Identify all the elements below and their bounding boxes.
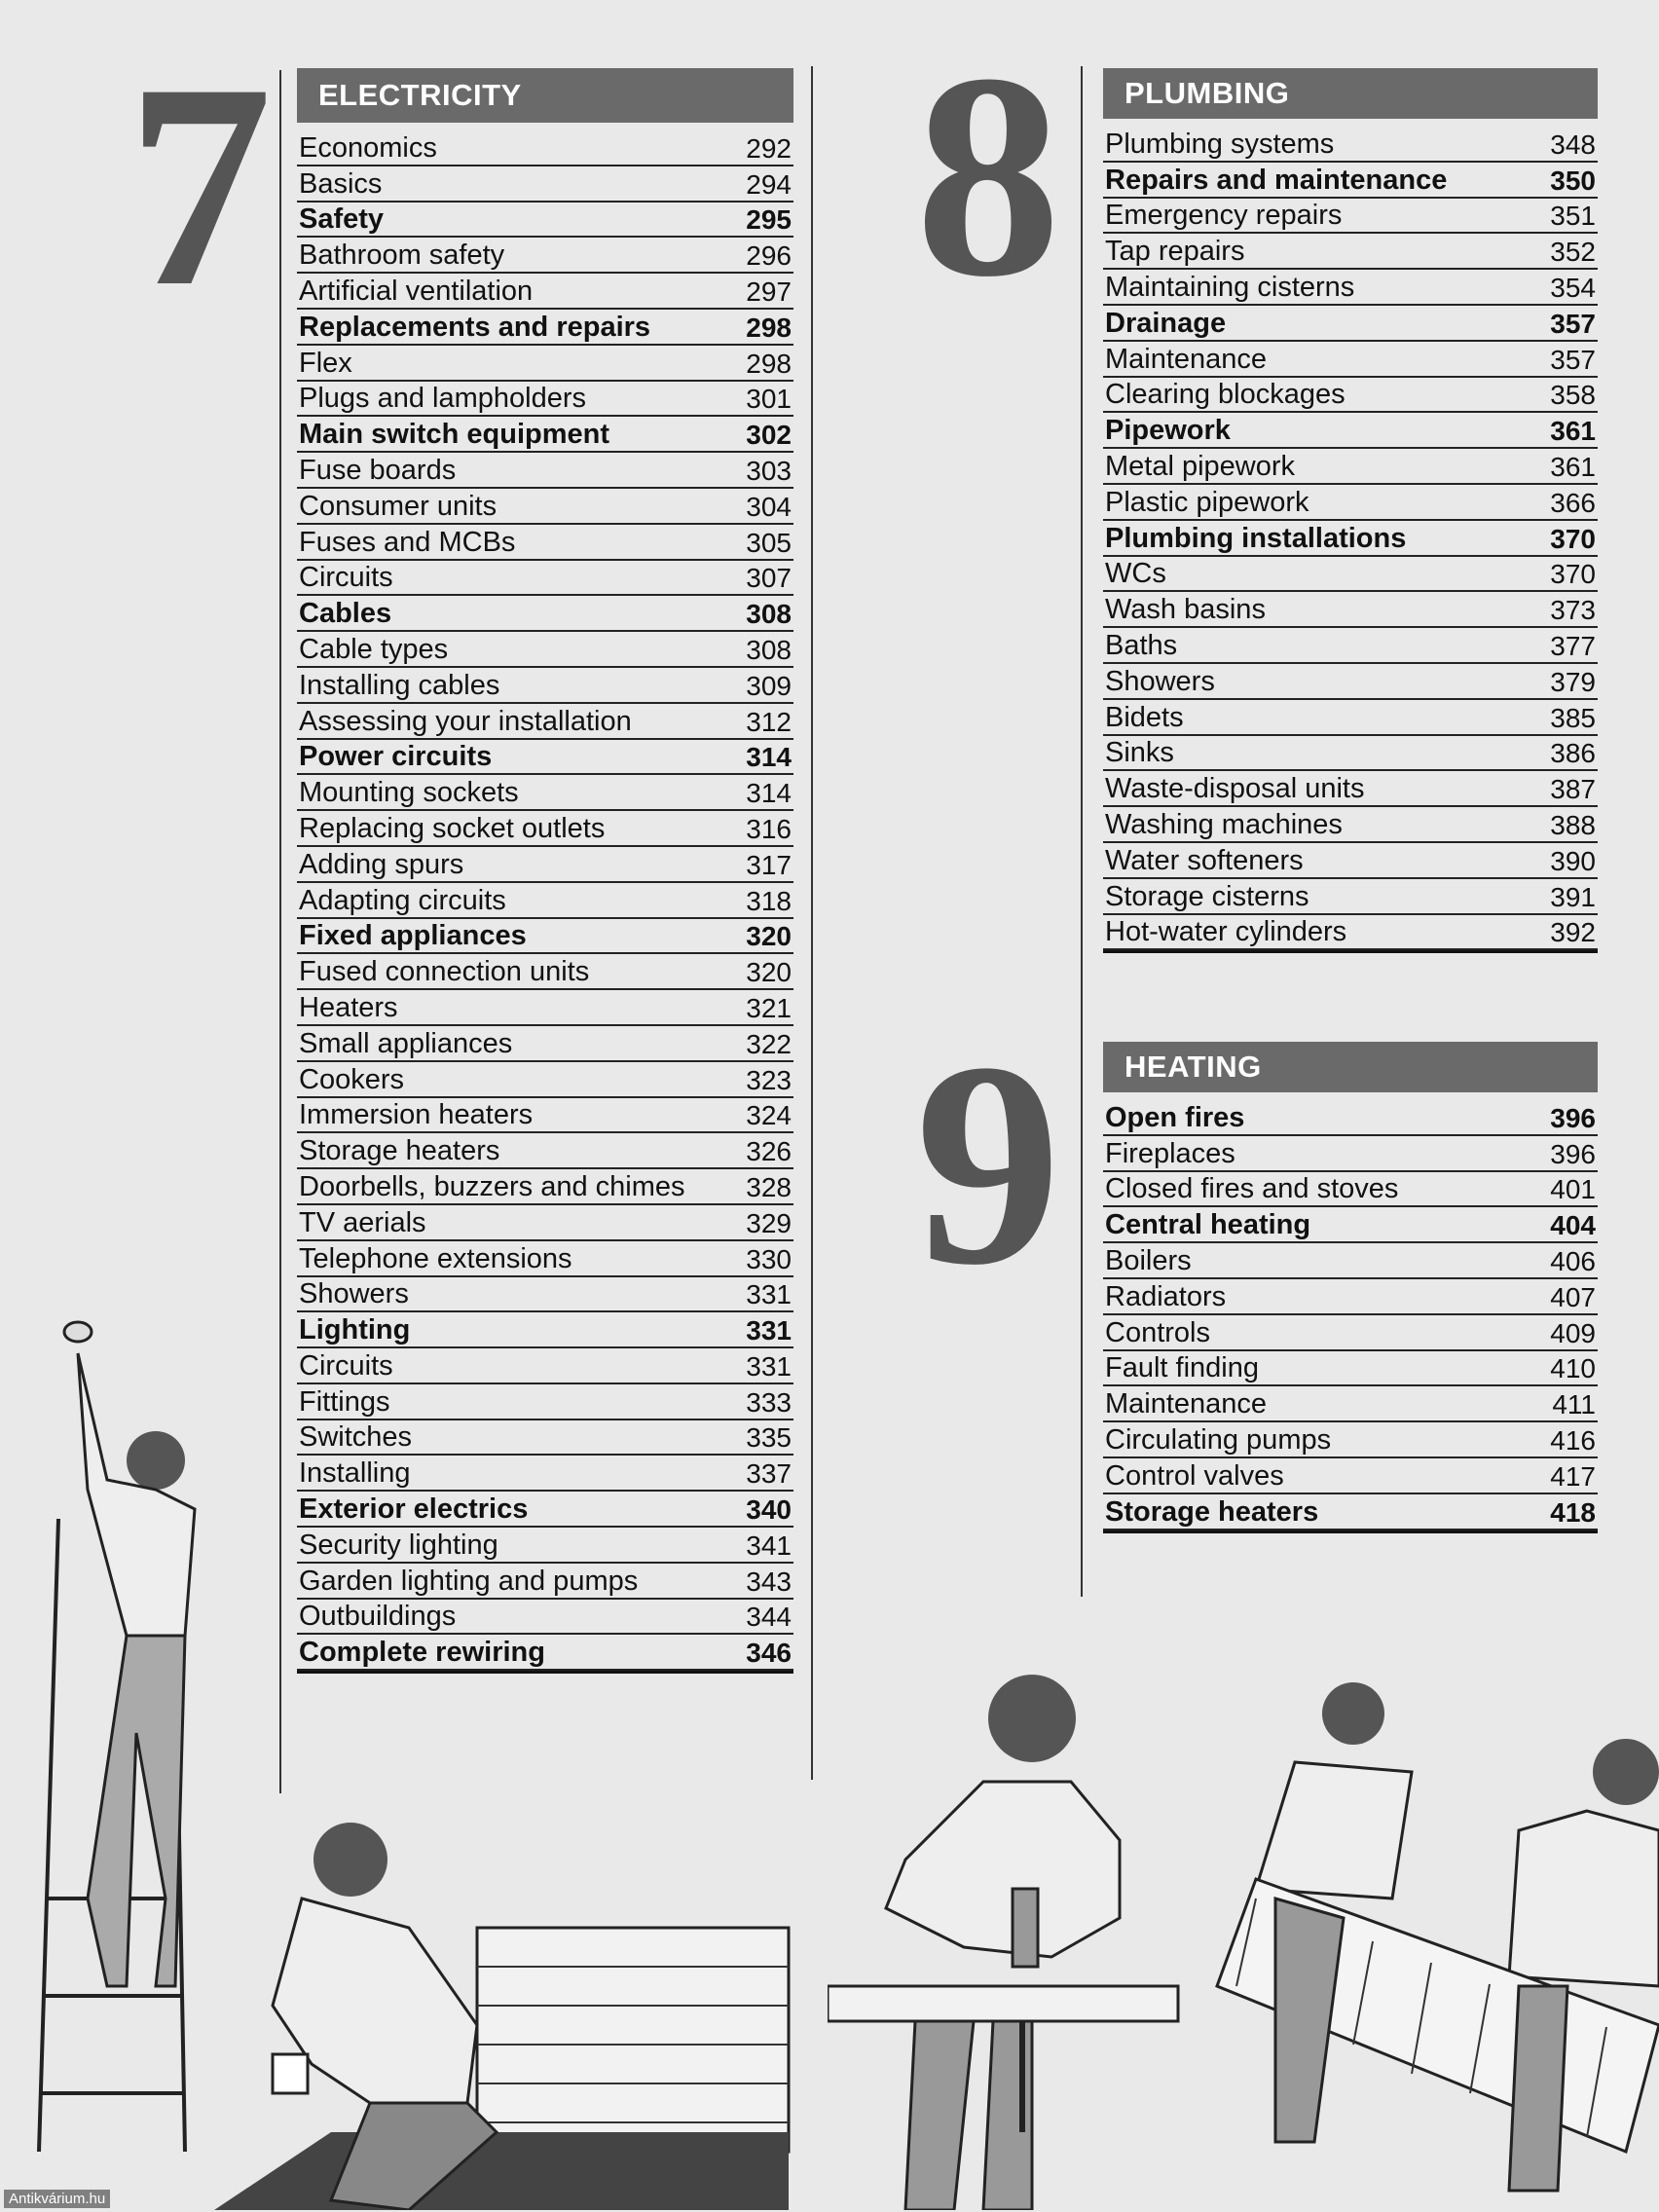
toc-entry-page: 396: [1550, 1138, 1596, 1169]
toc-entry: [297, 274, 793, 310]
toc-entry-title: Complete rewiring: [299, 1637, 545, 1669]
toc-entry: [297, 1384, 793, 1420]
toc-entry: [1103, 1100, 1598, 1136]
toc-entry: [1103, 270, 1598, 306]
section-end-rule: [297, 1671, 793, 1674]
toc-entry-title: Artificial ventilation: [299, 275, 534, 307]
toc-entry-page: 358: [1550, 380, 1596, 411]
toc-entry-title: Fixed appliances: [299, 920, 527, 952]
toc-entry: [297, 561, 793, 597]
toc-entry: [1103, 413, 1598, 449]
toc-entry-page: 318: [746, 885, 792, 916]
toc-entry-page: 352: [1550, 237, 1596, 268]
toc-entry: [297, 811, 793, 847]
toc-entry-title: Emergency repairs: [1105, 200, 1343, 232]
toc-entry: [1103, 449, 1598, 485]
toc-entry: [297, 130, 793, 166]
toc-entry-title: Garden lighting and pumps: [299, 1565, 639, 1597]
toc-entry: [297, 954, 793, 990]
toc-entry-title: Water softeners: [1105, 844, 1304, 876]
toc-entry: [297, 1600, 793, 1636]
section-end-rule: [1103, 1530, 1598, 1533]
toc-entry: [1103, 628, 1598, 664]
toc-entry: [297, 1635, 793, 1671]
toc-entry: [297, 668, 793, 704]
toc-entry-title: Showers: [299, 1278, 409, 1310]
toc-entry: [297, 919, 793, 955]
toc-entry-title: Plastic pipework: [1105, 486, 1309, 518]
toc-entry-page: 361: [1550, 416, 1596, 447]
toc-entry-title: Adding spurs: [299, 848, 464, 880]
toc-entry-page: 377: [1550, 630, 1596, 661]
toc-entry-title: Central heating: [1105, 1209, 1311, 1241]
section-header-heating: HEATING: [1103, 1042, 1598, 1092]
toc-entry: [297, 382, 793, 418]
toc-entry-title: Repairs and maintenance: [1105, 164, 1448, 196]
toc-entry-title: Plugs and lampholders: [299, 383, 587, 415]
toc-entry: [297, 883, 793, 919]
toc-entry: [297, 525, 793, 561]
toc-entry-title: Hot-water cylinders: [1105, 916, 1347, 948]
toc-entry-page: 307: [746, 563, 792, 594]
illustration-man-on-ladder: [19, 1314, 214, 2152]
toc-entry: [297, 990, 793, 1026]
toc-entry: [1103, 199, 1598, 235]
toc-entry-title: Installing: [299, 1457, 411, 1490]
toc-entry: [1103, 1279, 1598, 1315]
toc-entry-title: Closed fires and stoves: [1105, 1173, 1399, 1205]
toc-entry-page: 346: [746, 1638, 792, 1669]
toc-entry-page: 417: [1550, 1460, 1596, 1492]
toc-entry: [297, 1492, 793, 1528]
chapter-number-8: 8: [915, 14, 1061, 337]
toc-entry-title: Metal pipework: [1105, 450, 1296, 482]
toc-entry-title: Plumbing installations: [1105, 522, 1407, 554]
toc-entry-title: Controls: [1105, 1316, 1210, 1348]
toc-entry-title: Wash basins: [1105, 594, 1266, 626]
toc-entry: [1103, 557, 1598, 593]
toc-entry-page: 385: [1550, 702, 1596, 733]
toc-entry: [1103, 521, 1598, 557]
column-rule-middle: [811, 66, 813, 1780]
toc-entry-title: Lighting: [299, 1314, 411, 1346]
toc-entry-page: 305: [746, 527, 792, 558]
toc-entry-title: Fused connection units: [299, 956, 590, 988]
toc-list-plumbing: [1103, 127, 1598, 950]
toc-entry: [297, 632, 793, 668]
toc-entry: [1103, 1458, 1598, 1494]
toc-entry-page: 357: [1550, 308, 1596, 339]
toc-entry: [297, 1169, 793, 1205]
toc-entry-page: 308: [746, 634, 792, 665]
toc-entry-page: 337: [746, 1458, 792, 1490]
section-plumbing: [1103, 68, 1598, 953]
toc-entry-title: Pipework: [1105, 415, 1231, 447]
toc-entry-page: 308: [746, 599, 792, 630]
toc-entry-title: Main switch equipment: [299, 419, 610, 451]
toc-entry-page: 404: [1550, 1210, 1596, 1241]
toc-entry-page: 392: [1550, 917, 1596, 948]
toc-entry-title: TV aerials: [299, 1206, 426, 1238]
toc-entry: [297, 1528, 793, 1564]
section-header-plumbing: PLUMBING: [1103, 68, 1598, 119]
toc-entry-title: Maintenance: [1105, 1388, 1268, 1420]
toc-entry-title: Consumer units: [299, 490, 498, 522]
toc-entry-page: 407: [1550, 1281, 1596, 1312]
toc-entry-title: Boilers: [1105, 1244, 1192, 1276]
toc-entry: [297, 847, 793, 883]
toc-entry: [297, 310, 793, 346]
toc-entry-title: Circuits: [299, 1349, 393, 1382]
toc-entry-page: 329: [746, 1207, 792, 1238]
toc-entry-title: Circulating pumps: [1105, 1423, 1332, 1456]
toc-entry-title: Tap repairs: [1105, 236, 1245, 268]
toc-entry: [297, 203, 793, 239]
toc-entry-page: 316: [746, 813, 792, 844]
toc-entry: [1103, 1351, 1598, 1387]
toc-entry-title: Outbuildings: [299, 1601, 457, 1633]
toc-entry-page: 418: [1550, 1496, 1596, 1528]
toc-entry-page: 370: [1550, 559, 1596, 590]
toc-entry: [297, 1205, 793, 1241]
toc-entry-title: Washing machines: [1105, 808, 1343, 840]
toc-entry-title: Plumbing systems: [1105, 128, 1335, 160]
toc-entry-title: Economics: [299, 131, 437, 164]
toc-entry-title: Switches: [299, 1421, 413, 1454]
toc-entry-page: 409: [1550, 1317, 1596, 1348]
toc-entry-title: Open fires: [1105, 1101, 1245, 1133]
toc-entry: [1103, 485, 1598, 521]
toc-entry-page: 391: [1550, 881, 1596, 912]
toc-entry: [1103, 1494, 1598, 1530]
toc-entry-title: Immersion heaters: [299, 1099, 534, 1131]
toc-entry-page: 390: [1550, 845, 1596, 876]
chapter-number-9: 9: [915, 1002, 1061, 1325]
toc-entry-title: Fault finding: [1105, 1352, 1259, 1384]
toc-entry-title: Storage heaters: [1105, 1495, 1319, 1528]
toc-entry: [1103, 1386, 1598, 1422]
toc-entry-page: 312: [746, 706, 792, 737]
toc-entry: [1103, 736, 1598, 772]
toc-entry: [1103, 1172, 1598, 1208]
toc-entry-page: 373: [1550, 595, 1596, 626]
toc-entry-title: Basics: [299, 167, 383, 200]
toc-entry-title: Fittings: [299, 1385, 390, 1418]
toc-entry-page: 370: [1550, 523, 1596, 554]
toc-entry-page: 350: [1550, 165, 1596, 196]
toc-entry: [1103, 771, 1598, 807]
toc-entry: [297, 1277, 793, 1313]
toc-entry-title: Cookers: [299, 1063, 404, 1095]
toc-entry-page: 386: [1550, 738, 1596, 769]
toc-entry: [1103, 1315, 1598, 1351]
toc-entry-page: 344: [746, 1602, 792, 1633]
toc-entry-page: 331: [746, 1350, 792, 1382]
toc-entry-page: 354: [1550, 272, 1596, 303]
toc-entry-page: 333: [746, 1386, 792, 1418]
watermark: Antikvárium.hu: [4, 2190, 110, 2208]
toc-entry-page: 298: [746, 312, 792, 343]
toc-entry-page: 366: [1550, 487, 1596, 518]
toc-entry: [297, 238, 793, 274]
toc-entry-title: Showers: [1105, 665, 1215, 697]
toc-entry: [1103, 1207, 1598, 1243]
toc-entry-page: 320: [746, 957, 792, 988]
toc-entry-page: 343: [746, 1566, 792, 1597]
toc-entry-page: 317: [746, 849, 792, 880]
toc-entry: [1103, 592, 1598, 628]
toc-entry-title: Fireplaces: [1105, 1137, 1235, 1169]
toc-entry-page: 331: [746, 1315, 792, 1346]
toc-entry-page: 357: [1550, 344, 1596, 375]
toc-entry-page: 411: [1552, 1389, 1596, 1420]
toc-entry-title: Adapting circuits: [299, 884, 506, 916]
toc-entry: [297, 1133, 793, 1169]
toc-entry: [297, 1564, 793, 1600]
toc-list-electricity: [297, 130, 793, 1671]
toc-entry: [1103, 807, 1598, 843]
toc-entry: [297, 1241, 793, 1277]
toc-entry: [297, 489, 793, 525]
toc-entry: [1103, 234, 1598, 270]
toc-entry-page: 361: [1550, 451, 1596, 482]
toc-entry-page: 410: [1550, 1353, 1596, 1384]
toc-entry: [1103, 915, 1598, 951]
toc-entry-page: 341: [746, 1530, 792, 1561]
section-end-rule: [1103, 950, 1598, 953]
toc-entry-page: 340: [746, 1494, 792, 1526]
toc-entry-title: Storage cisterns: [1105, 880, 1309, 912]
toc-entry: [1103, 700, 1598, 736]
toc-entry: [297, 1420, 793, 1456]
toc-entry-page: 303: [746, 455, 792, 486]
toc-entry: [297, 417, 793, 453]
column-rule-right: [1081, 66, 1083, 1597]
toc-entry: [1103, 306, 1598, 342]
toc-entry-page: 351: [1550, 201, 1596, 232]
toc-entry-page: 331: [746, 1279, 792, 1310]
toc-entry-title: Bidets: [1105, 701, 1184, 733]
toc-entry-page: 396: [1550, 1102, 1596, 1133]
toc-entry-title: Assessing your installation: [299, 705, 632, 737]
toc-entry-page: 298: [746, 348, 792, 379]
toc-entry-page: 320: [746, 921, 792, 952]
toc-entry-page: 309: [746, 670, 792, 701]
toc-entry: [297, 1348, 793, 1384]
toc-entry-title: Replacing socket outlets: [299, 812, 606, 844]
toc-entry: [1103, 879, 1598, 915]
toc-entry-title: Replacements and repairs: [299, 311, 651, 343]
toc-entry-title: Radiators: [1105, 1280, 1227, 1312]
toc-entry-title: Maintaining cisterns: [1105, 271, 1355, 303]
toc-entry: [297, 1062, 793, 1098]
toc-entry: [297, 346, 793, 382]
toc-entry-title: Maintenance: [1105, 343, 1268, 375]
toc-entry: [297, 775, 793, 811]
toc-entry: [297, 740, 793, 776]
toc-entry: [1103, 664, 1598, 700]
toc-entry-title: Clearing blockages: [1105, 379, 1346, 411]
toc-entry-page: 304: [746, 491, 792, 522]
toc-entry-page: 406: [1550, 1245, 1596, 1276]
toc-entry-page: 301: [746, 384, 792, 415]
toc-entry-page: 330: [746, 1243, 792, 1274]
toc-entry: [1103, 843, 1598, 879]
toc-entry: [1103, 1422, 1598, 1458]
toc-entry-title: Cable types: [299, 633, 449, 665]
chapter-number-7: 7: [127, 23, 273, 347]
toc-entry-title: Heaters: [299, 991, 398, 1023]
toc-entry-page: 348: [1550, 129, 1596, 160]
toc-entry: [297, 166, 793, 203]
toc-entry-page: 296: [746, 240, 792, 272]
toc-entry: [1103, 378, 1598, 414]
column-rule-left: [279, 70, 281, 1793]
toc-entry: [297, 1312, 793, 1348]
toc-entry-page: 416: [1550, 1424, 1596, 1456]
toc-entry-title: Fuse boards: [299, 454, 457, 486]
toc-entry: [1103, 1136, 1598, 1172]
toc-entry-page: 401: [1550, 1174, 1596, 1205]
toc-entry-page: 323: [746, 1064, 792, 1095]
toc-entry-page: 324: [746, 1100, 792, 1131]
toc-entry-title: Drainage: [1105, 307, 1227, 339]
toc-entry: [297, 1098, 793, 1134]
toc-entry-page: 294: [746, 168, 792, 200]
toc-entry-title: Safety: [299, 203, 385, 236]
toc-list-heating: [1103, 1100, 1598, 1530]
toc-entry: [1103, 127, 1598, 163]
toc-entry-title: Sinks: [1105, 737, 1174, 769]
toc-entry-title: Cables: [299, 598, 392, 630]
toc-entry-page: 328: [746, 1171, 792, 1202]
toc-entry-page: 335: [746, 1422, 792, 1454]
section-electricity: [297, 68, 793, 1674]
toc-entry-title: Baths: [1105, 629, 1178, 661]
toc-entry-page: 292: [746, 132, 792, 164]
illustration-man-floorboards: [214, 1811, 798, 2210]
toc-entry-title: Security lighting: [299, 1529, 498, 1561]
toc-entry-page: 295: [746, 204, 792, 236]
toc-entry-page: 314: [746, 778, 792, 809]
toc-entry-title: Circuits: [299, 562, 393, 594]
toc-entry: [1103, 163, 1598, 199]
toc-entry-title: Telephone extensions: [299, 1242, 572, 1274]
toc-entry: [297, 1456, 793, 1492]
toc-entry-title: Waste-disposal units: [1105, 773, 1365, 805]
toc-entry-title: Installing cables: [299, 669, 500, 701]
illustration-man-drilling: [828, 1665, 1188, 2210]
toc-entry-page: 388: [1550, 809, 1596, 840]
toc-entry: [1103, 1243, 1598, 1279]
toc-entry: [1103, 342, 1598, 378]
toc-entry: [297, 704, 793, 740]
toc-entry-page: 302: [746, 420, 792, 451]
toc-entry-title: Exterior electrics: [299, 1493, 529, 1526]
section-header-electricity: ELECTRICITY: [297, 68, 793, 123]
section-heating: [1103, 1042, 1598, 1533]
toc-entry-page: 326: [746, 1136, 792, 1167]
toc-entry-page: 322: [746, 1028, 792, 1059]
toc-entry-title: Power circuits: [299, 741, 493, 773]
toc-entry-page: 314: [746, 742, 792, 773]
toc-entry-title: Doorbells, buzzers and chimes: [299, 1170, 685, 1202]
toc-entry-title: Storage heaters: [299, 1135, 500, 1167]
toc-entry: [297, 1026, 793, 1062]
toc-entry-title: Fuses and MCBs: [299, 526, 516, 558]
toc-entry-title: Flex: [299, 347, 352, 379]
illustration-men-carrying-radiator: [1198, 1665, 1659, 2210]
toc-entry-title: WCs: [1105, 558, 1166, 590]
toc-entry-page: 321: [746, 992, 792, 1023]
toc-entry-title: Mounting sockets: [299, 777, 519, 809]
toc-entry: [297, 596, 793, 632]
toc-entry-title: Bathroom safety: [299, 240, 505, 272]
toc-entry-page: 387: [1550, 774, 1596, 805]
toc-entry-title: Control valves: [1105, 1459, 1284, 1492]
toc-entry-title: Small appliances: [299, 1027, 513, 1059]
toc-entry-page: 379: [1550, 666, 1596, 697]
toc-entry-page: 297: [746, 276, 792, 307]
toc-entry: [297, 453, 793, 489]
